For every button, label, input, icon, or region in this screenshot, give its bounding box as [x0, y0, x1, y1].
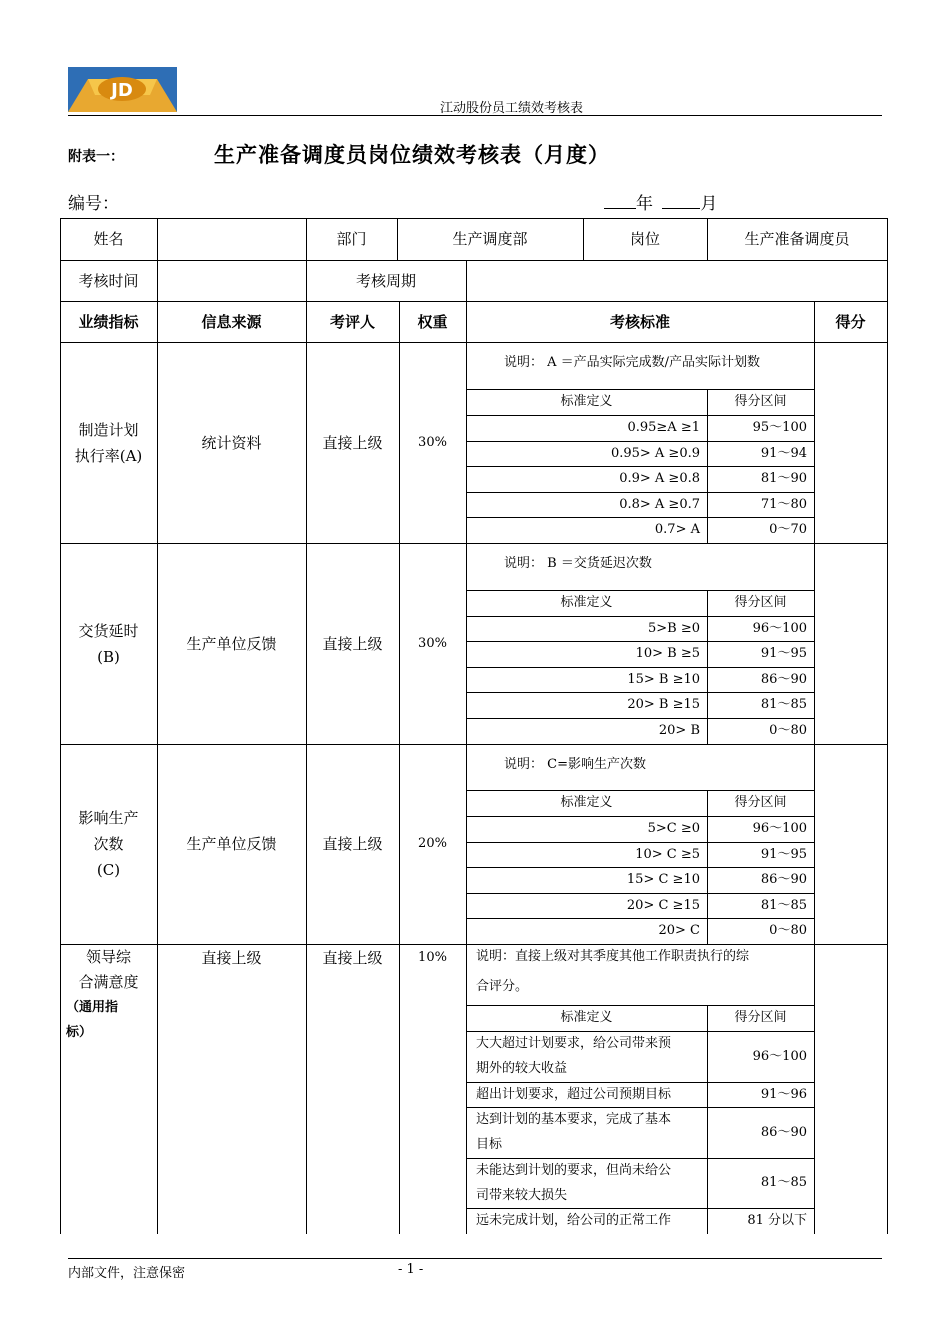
indicator-name-note — [60, 995, 157, 1045]
col-source: 信息来源 — [201, 312, 262, 331]
criteria-score: 86～90 — [760, 872, 807, 887]
col-evaluator: 考评人 — [329, 312, 375, 331]
indicator-name — [60, 342, 157, 543]
criteria-def — [476, 1208, 704, 1233]
company-logo — [68, 67, 177, 112]
indicator-source: 统计资料 — [201, 433, 262, 452]
criteria-def-line: 期外的较大收益 — [476, 1061, 568, 1076]
criteria-score: 96～100 — [752, 821, 807, 836]
name-field[interactable] — [157, 218, 306, 260]
indicator-name-line: 领导综 — [85, 948, 131, 966]
criteria-score: 86～90 — [760, 671, 807, 687]
logo-text: JD — [111, 80, 133, 101]
criteria-score: 0～80 — [769, 923, 807, 938]
criteria-def-header: 标准定义 — [560, 1010, 613, 1025]
attachment-label: 附表一： — [68, 149, 124, 165]
year-month — [604, 189, 717, 214]
criteria-def: 20> B — [658, 723, 700, 738]
indicator-name-line: 制造计划 — [78, 420, 139, 439]
score-cell[interactable] — [814, 744, 887, 944]
header-title: 江动股份员工绩效考核表 — [440, 101, 584, 116]
serial-label: 编号： — [68, 194, 119, 214]
col-weight: 权重 — [417, 312, 448, 331]
criteria-def-line: 未能达到计划的要求，但尚未给公 — [476, 1163, 672, 1178]
criteria-score: 81～85 — [760, 697, 807, 712]
criteria-score-header: 得分区间 — [734, 394, 787, 409]
criteria-score: 81～90 — [760, 471, 807, 486]
indicator-name-line: (B) — [97, 647, 120, 666]
criteria-note-line: 合评分。 — [476, 979, 529, 994]
criteria-def — [476, 1082, 704, 1107]
criteria-score: 91～96 — [760, 1086, 807, 1102]
criteria-def: 20> C — [658, 923, 700, 938]
criteria-def: 0.7> A — [654, 522, 700, 537]
header-rule — [68, 115, 882, 116]
period-label: 考核周期 — [355, 271, 416, 290]
dept-label: 部门 — [336, 230, 367, 248]
post-label: 岗位 — [629, 230, 660, 248]
indicator-name-line: (C) — [96, 861, 121, 879]
page-title: 生产准备调度员岗位绩效考核表（月度） — [214, 142, 610, 167]
footer-rule — [68, 1258, 882, 1259]
indicator-weight: 30% — [418, 434, 447, 450]
criteria-def: 15> B ≥10 — [627, 671, 700, 687]
criteria-score: 91～94 — [760, 445, 807, 461]
criteria-def — [476, 1031, 704, 1081]
criteria-score: 91～95 — [760, 646, 807, 661]
criteria-score-header: 得分区间 — [734, 795, 787, 810]
criteria-def-header: 标准定义 — [560, 595, 613, 610]
criteria-score: 81 分以下 — [747, 1213, 807, 1228]
indicator-name-line: 次数 — [93, 835, 124, 853]
period-field[interactable] — [466, 260, 887, 301]
criteria-score: 95～100 — [752, 420, 807, 435]
criteria-score-header: 得分区间 — [734, 1010, 787, 1025]
criteria-def-line: 目标 — [476, 1137, 503, 1152]
indicator-evaluator: 直接上级 — [322, 433, 383, 452]
criteria-def-header: 标准定义 — [560, 795, 613, 810]
criteria-score: 81～85 — [760, 1175, 807, 1190]
month-blank[interactable] — [662, 194, 700, 209]
criteria-note — [476, 944, 749, 1000]
indicator-weight: 30% — [418, 635, 447, 651]
time-label: 考核时间 — [78, 271, 139, 290]
criteria-def-line: 达到计划的基本要求，完成了基本 — [476, 1112, 672, 1127]
criteria-def-line: 远未完成计划，给公司的正常工作 — [476, 1213, 672, 1228]
criteria-def-header: 标准定义 — [560, 394, 613, 409]
criteria-note: 说明： A ＝产品实际完成数/产品实际计划数 — [504, 355, 761, 370]
name-label: 姓名 — [93, 230, 124, 248]
score-cell[interactable] — [814, 543, 887, 744]
col-indicator: 业绩指标 — [78, 312, 139, 331]
criteria-def — [476, 1107, 704, 1157]
month-label: 月 — [700, 194, 718, 214]
indicator-evaluator: 直接上级 — [322, 634, 383, 653]
criteria-score: 0～80 — [769, 723, 807, 738]
criteria-def-line: 司带来较大损失 — [476, 1188, 568, 1203]
indicator-name-line: 标） — [66, 1025, 93, 1040]
indicator-evaluator: 直接上级 — [322, 949, 383, 967]
indicator-weight: 10% — [418, 950, 447, 965]
indicator-name-line: 交货延时 — [78, 621, 139, 640]
page-number: - 1 - — [398, 1262, 424, 1277]
criteria-def-line: 大大超过计划要求，给公司带来预 — [476, 1036, 672, 1051]
score-cell[interactable] — [814, 944, 887, 1234]
indicator-source: 直接上级 — [201, 949, 262, 967]
indicator-name-line: （通用指 — [66, 1000, 119, 1015]
score-cell[interactable] — [814, 342, 887, 543]
indicator-weight: 20% — [418, 836, 447, 851]
col-criteria: 考核标准 — [609, 312, 670, 331]
criteria-def: 15> C ≥10 — [626, 872, 700, 887]
criteria-def: 0.8> A ≥0.7 — [619, 496, 700, 512]
criteria-def: 10> B ≥5 — [635, 646, 700, 661]
year-blank[interactable] — [604, 194, 636, 209]
criteria-def: 20> C ≥15 — [626, 897, 700, 913]
criteria-note-line: 说明：直接上级对其季度其他工作职责执行的综 — [476, 949, 750, 964]
criteria-score: 86～90 — [760, 1124, 807, 1140]
criteria-def: 20> B ≥15 — [627, 697, 700, 712]
criteria-def: 5>B ≥0 — [647, 620, 700, 636]
criteria-def: 0.9> A ≥0.8 — [619, 471, 700, 486]
indicator-source: 生产单位反馈 — [186, 634, 277, 653]
indicator-name-line: 影响生产 — [78, 809, 139, 827]
indicator-name-line: 合满意度 — [78, 973, 139, 991]
time-field[interactable] — [157, 260, 306, 301]
indicator-evaluator: 直接上级 — [322, 835, 383, 853]
indicator-name — [60, 944, 157, 1045]
year-label: 年 — [636, 194, 653, 214]
criteria-def: 0.95≥A ≥1 — [627, 420, 700, 435]
criteria-score: 96～100 — [752, 1048, 807, 1064]
criteria-score: 71～80 — [760, 496, 807, 512]
indicator-name — [60, 543, 157, 744]
criteria-def: 10> C ≥5 — [635, 846, 700, 862]
indicator-name — [60, 744, 157, 944]
criteria-score: 0～70 — [769, 522, 807, 537]
criteria-note: 说明： C=影响生产次数 — [504, 757, 646, 772]
criteria-def: 0.95> A ≥0.9 — [610, 445, 700, 461]
criteria-score: 81～85 — [760, 897, 807, 913]
criteria-def-line: 超出计划要求，超过公司预期目标 — [476, 1087, 672, 1102]
criteria-def — [476, 1158, 704, 1208]
indicator-name-line: 执行率(A) — [74, 446, 143, 465]
footer-confidential: 内部文件，注意保密 — [68, 1266, 186, 1281]
criteria-score: 91～95 — [760, 846, 807, 862]
criteria-score-header: 得分区间 — [734, 595, 787, 610]
col-score: 得分 — [835, 312, 866, 331]
criteria-def: 5>C ≥0 — [647, 821, 700, 836]
dept-value: 生产调度部 — [452, 230, 528, 248]
indicator-source: 生产单位反馈 — [186, 835, 277, 853]
criteria-note: 说明： B ＝交货延迟次数 — [504, 556, 652, 571]
criteria-score: 96～100 — [752, 620, 807, 636]
post-value: 生产准备调度员 — [744, 230, 850, 248]
